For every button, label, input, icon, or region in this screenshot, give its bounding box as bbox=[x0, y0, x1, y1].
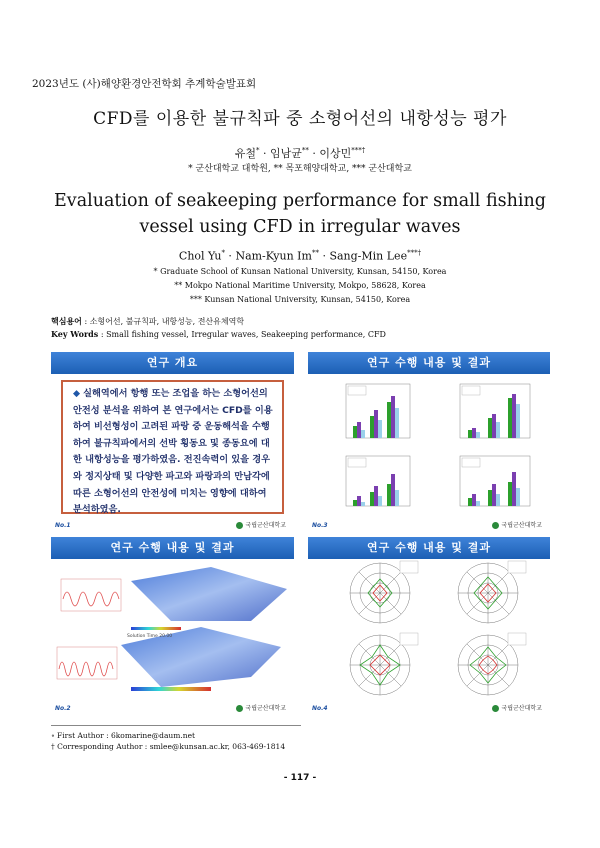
panel-overview bbox=[51, 352, 294, 530]
bar-chart-2 bbox=[460, 384, 530, 438]
panel-title: 연구 수행 내용 및 결과 bbox=[308, 537, 550, 559]
emblem-icon bbox=[492, 705, 499, 712]
footnote-corresponding-author: † Corresponding Author : smlee@kunsan.ac.kr, 063-469-1814 bbox=[51, 742, 286, 751]
footnote-first-author: ∘ First Author : 6komarine@daum.net bbox=[51, 731, 196, 740]
affiliation-en-2: ** Mokpo National Maritime University, Mokpo, 58628, Korea bbox=[174, 281, 426, 290]
conference-header: 2023년도 (사)해양환경안전학회 추계학술발표회 bbox=[32, 78, 257, 90]
affiliation-en-3: *** Kunsan National University, Kunsan, 54150, Korea bbox=[189, 295, 411, 304]
keywords-text: : 소형어선, 불규칙파, 내항성능, 전산유체역학 bbox=[84, 317, 245, 326]
author-2: 임남균 bbox=[269, 147, 302, 160]
university-logo: 국립군산대학교 bbox=[236, 520, 286, 529]
panel-results-charts bbox=[308, 352, 550, 530]
footnote-rule bbox=[51, 725, 301, 726]
authors-english bbox=[0, 249, 600, 263]
university-logo: 국립군산대학교 bbox=[236, 703, 286, 712]
overview-text: 실해역에서 항행 또는 조업을 하는 소형어선의 안전성 분석을 위하여 본 연구에서는 CFD를 이용하여 비선형성이 고려된 파랑 중 운동해석을 수행하여 불규칙파에서의 선박 횡동요 및 종동요에 대한 내항성능을 평가하였음. 전진속력이 있을 경우와 정지상태 및 다양한 파고와 파랑과의 만남각에 따른 소형어선의 안전성에 미치는 영향에 대하여 분석하였음. bbox=[73, 388, 273, 516]
panel-title: 연구 수행 내용 및 결과 bbox=[308, 352, 550, 374]
author-1-en-mark: * bbox=[221, 249, 225, 257]
keywords-english bbox=[51, 329, 386, 339]
author-sep: · bbox=[318, 249, 330, 263]
panel-number: No.2 bbox=[55, 705, 71, 712]
author-3-mark: ***† bbox=[351, 146, 366, 155]
university-logo: 국립군산대학교 bbox=[492, 520, 542, 529]
author-1-mark: * bbox=[255, 146, 260, 155]
author-sep: · bbox=[224, 249, 236, 263]
polar-chart-grid bbox=[308, 559, 550, 701]
author-1-en: Chol Yu bbox=[178, 249, 222, 263]
author-sep: · bbox=[259, 147, 270, 160]
diamond-bullet-icon: ◆ bbox=[73, 388, 81, 399]
panel-number: No.1 bbox=[55, 522, 71, 529]
author-3: 이상민 bbox=[319, 147, 352, 160]
author-2-mark: ** bbox=[301, 146, 309, 155]
panel-number: No.3 bbox=[312, 522, 328, 529]
emblem-icon bbox=[236, 705, 243, 712]
keywords-label: 핵심용어 bbox=[51, 316, 82, 326]
author-3-en: Sang-Min Lee bbox=[329, 249, 408, 263]
bar-chart-3 bbox=[346, 456, 410, 506]
panel-results-simulation bbox=[51, 537, 294, 713]
overview-text-box bbox=[61, 380, 284, 514]
bar-chart-grid bbox=[308, 374, 550, 518]
bar-chart-4 bbox=[460, 456, 530, 506]
sim-caption: Solution Time 20.00 bbox=[127, 634, 173, 639]
page-number: - 117 - bbox=[283, 773, 317, 783]
author-3-en-mark: ***† bbox=[407, 249, 422, 257]
bar-chart-1 bbox=[346, 384, 410, 438]
panel-title: 연구 수행 내용 및 결과 bbox=[51, 537, 294, 559]
keywords-korean bbox=[51, 316, 244, 327]
keywords-en-label: Key Words bbox=[51, 329, 99, 339]
university-logo: 국립군산대학교 bbox=[492, 703, 542, 712]
emblem-icon bbox=[492, 522, 499, 529]
panel-results-polar bbox=[308, 537, 550, 713]
panel-number: No.4 bbox=[312, 705, 328, 712]
paper-title-korean: CFD를 이용한 불규칙파 중 소형어선의 내항성능 평가 bbox=[93, 109, 507, 129]
wave-simulation-image bbox=[51, 559, 294, 701]
author-1: 유철 bbox=[234, 147, 256, 160]
panel-title: 연구 개요 bbox=[51, 352, 294, 374]
author-2-en-mark: ** bbox=[311, 249, 319, 257]
emblem-icon bbox=[236, 522, 243, 529]
affiliation-en-1: * Graduate School of Kunsan National University, Kunsan, 54150, Korea bbox=[153, 267, 447, 276]
authors-korean bbox=[0, 145, 600, 161]
author-sep: · bbox=[308, 147, 320, 160]
affiliations-korean: * 군산대학교 대학원, ** 목포해양대학교, *** 군산대학교 bbox=[188, 164, 412, 174]
paper-title-english: Evaluation of seakeeping performance for small fishing vessel using CFD in irregular waves bbox=[54, 191, 546, 237]
keywords-en-text: : Small fishing vessel, Irregular waves, Seakeeping performance, CFD bbox=[100, 330, 386, 339]
author-2-en: Nam-Kyun Im bbox=[235, 249, 312, 263]
